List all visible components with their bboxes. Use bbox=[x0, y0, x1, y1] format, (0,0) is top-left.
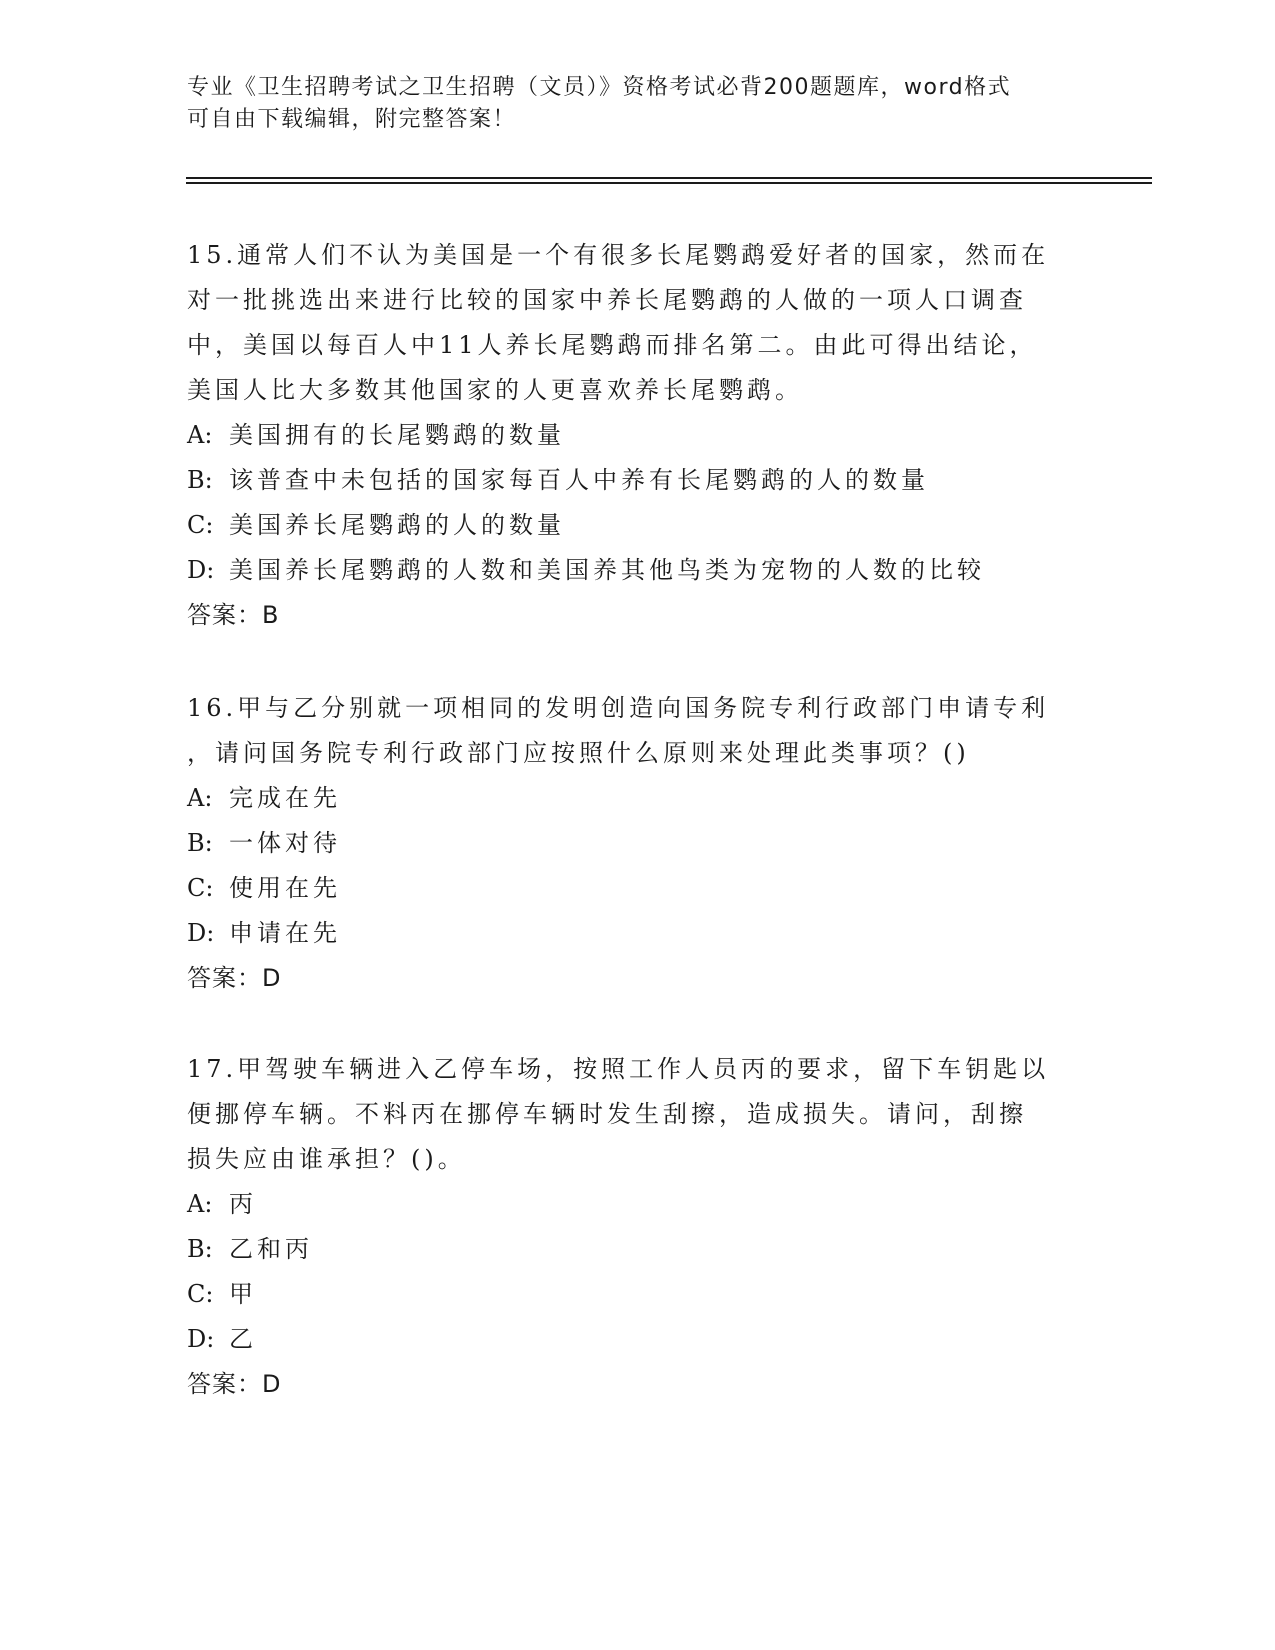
option-text: 美国养长尾鹦鹉的人数和美国养其他鸟类为宠物的人数的比较 bbox=[229, 556, 985, 584]
answer: 答案：B bbox=[187, 601, 280, 629]
answer: 答案：D bbox=[187, 964, 282, 992]
option-d bbox=[187, 1317, 1087, 1362]
option-key: C: bbox=[187, 1280, 214, 1308]
document-header bbox=[187, 72, 1067, 136]
option-a bbox=[187, 413, 1087, 458]
option-text: 甲 bbox=[229, 1280, 257, 1308]
option-b bbox=[187, 821, 1087, 866]
question-text-line: 美国人比大多数其他国家的人更喜欢养长尾鹦鹉。 bbox=[187, 376, 803, 404]
option-d bbox=[187, 911, 1087, 956]
question-text-line: 15.通常人们不认为美国是一个有很多长尾鹦鹉爱好者的国家，然而在 bbox=[187, 241, 1050, 269]
question-15 bbox=[187, 233, 1087, 638]
option-text: 完成在先 bbox=[229, 784, 341, 812]
option-key: D: bbox=[187, 1325, 215, 1353]
option-d bbox=[187, 548, 1087, 593]
header-line: 专业《卫生招聘考试之卫生招聘（文员）》资格考试必背200题题库，word格式 bbox=[187, 75, 1012, 100]
option-text: 丙 bbox=[229, 1190, 257, 1218]
question-16 bbox=[187, 686, 1087, 1001]
header-divider bbox=[186, 177, 1152, 179]
question-text-line: 损失应由谁承担？()。 bbox=[187, 1145, 466, 1173]
option-text: 该普查中未包括的国家每百人中养有长尾鹦鹉的人的数量 bbox=[229, 466, 929, 494]
option-key: B: bbox=[187, 1235, 213, 1263]
option-c bbox=[187, 503, 1087, 548]
option-key: D: bbox=[187, 919, 215, 947]
option-text: 美国养长尾鹦鹉的人的数量 bbox=[229, 511, 565, 539]
option-text: 申请在先 bbox=[229, 919, 341, 947]
option-key: D: bbox=[187, 556, 215, 584]
question-17 bbox=[187, 1047, 1087, 1407]
option-text: 美国拥有的长尾鹦鹉的数量 bbox=[229, 421, 565, 449]
option-key: B: bbox=[187, 466, 213, 494]
option-text: 乙 bbox=[229, 1325, 257, 1353]
question-text-line: 17.甲驾驶车辆进入乙停车场，按照工作人员丙的要求，留下车钥匙以 bbox=[187, 1055, 1050, 1083]
option-text: 使用在先 bbox=[229, 874, 341, 902]
question-text-line: 便挪停车辆。不料丙在挪停车辆时发生刮擦，造成损失。请问，刮擦 bbox=[187, 1100, 1027, 1128]
option-key: B: bbox=[187, 829, 213, 857]
option-b bbox=[187, 1227, 1087, 1272]
option-key: C: bbox=[187, 874, 214, 902]
question-text-line: 对一批挑选出来进行比较的国家中养长尾鹦鹉的人做的一项人口调查 bbox=[187, 286, 1027, 314]
answer: 答案：D bbox=[187, 1370, 282, 1398]
option-c bbox=[187, 866, 1087, 911]
option-text: 一体对待 bbox=[229, 829, 341, 857]
option-text: 乙和丙 bbox=[229, 1235, 313, 1263]
option-b bbox=[187, 458, 1087, 503]
option-key: C: bbox=[187, 511, 214, 539]
option-a bbox=[187, 1182, 1087, 1227]
question-text-line: ，请问国务院专利行政部门应按照什么原则来处理此类事项？() bbox=[187, 739, 970, 767]
header-line: 可自由下载编辑，附完整答案！ bbox=[187, 107, 517, 132]
question-text-line: 16.甲与乙分别就一项相同的发明创造向国务院专利行政部门申请专利 bbox=[187, 694, 1050, 722]
header-divider bbox=[186, 182, 1152, 184]
option-a bbox=[187, 776, 1087, 821]
option-key: A: bbox=[187, 784, 213, 812]
option-c bbox=[187, 1272, 1087, 1317]
question-text-line: 中，美国以每百人中11人养长尾鹦鹉而排名第二。由此可得出结论， bbox=[187, 331, 1038, 359]
option-key: A: bbox=[187, 1190, 213, 1218]
option-key: A: bbox=[187, 421, 213, 449]
